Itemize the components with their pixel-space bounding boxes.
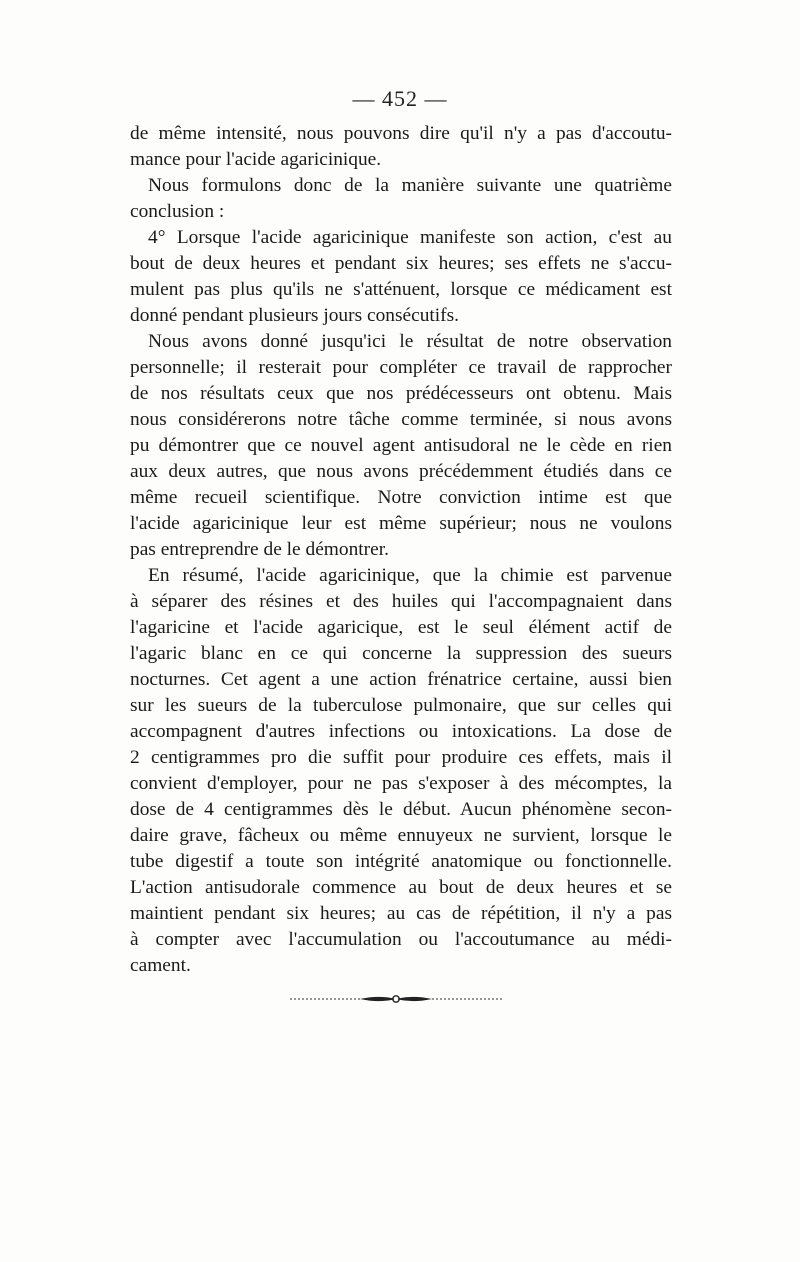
text-line: Nous formulons donc de la manière suivante une quatrième bbox=[148, 175, 672, 196]
page-number: — 452 — bbox=[352, 86, 448, 111]
text-line: l'acide agaricinique leur est même supérieur; nous ne voulons bbox=[130, 513, 672, 534]
text-line: Nous avons donné jusqu'ici le résultat de notre observation bbox=[148, 331, 672, 352]
text-line: donné pendant plusieurs jours consécutifs. bbox=[130, 305, 460, 326]
body-text bbox=[130, 121, 672, 979]
text-line: l'agaric blanc en ce qui concerne la suppression des sueurs bbox=[130, 643, 672, 664]
text-line: accompagnent d'autres infections ou intoxications. La dose de bbox=[130, 721, 672, 742]
text-line: convient d'employer, pour ne pas s'exposer à des mécomptes, la bbox=[130, 773, 672, 794]
text-line: conclusion : bbox=[130, 201, 225, 222]
text-line: mulent pas plus qu'ils ne s'atténuent, lorsque ce médicament est bbox=[130, 279, 672, 300]
text-line: L'action antisudorale commence au bout de deux heures et se bbox=[130, 877, 672, 898]
text-line: à séparer des résines et des huiles qui l'accompagnaient dans bbox=[130, 591, 672, 612]
text-line: maintient pendant six heures; au cas de répétition, il n'y a pas bbox=[130, 903, 672, 924]
text-line: cament. bbox=[130, 955, 191, 976]
end-ornament-icon bbox=[290, 993, 502, 1005]
text-line: daire grave, fâcheux ou même ennuyeux ne survient, lorsque le bbox=[130, 825, 672, 846]
text-line: dose de 4 centigrammes dès le début. Aucun phénomène secon- bbox=[130, 799, 672, 820]
text-line: l'agaricine et l'acide agaricique, est le seul élément actif de bbox=[130, 617, 672, 638]
text-line: de même intensité, nous pouvons dire qu'il n'y a pas d'accoutu- bbox=[130, 123, 672, 144]
text-line: bout de deux heures et pendant six heures; ses effets ne s'accu- bbox=[130, 253, 672, 274]
text-line: tube digestif a toute son intégrité anatomique ou fonctionnelle. bbox=[130, 851, 672, 872]
text-line: 4° Lorsque l'acide agaricinique manifeste son action, c'est au bbox=[148, 227, 672, 248]
text-line: à compter avec l'accumulation ou l'accoutumance au médi- bbox=[130, 929, 672, 950]
text-line: aux deux autres, que nous avons précédemment étudiés dans ce bbox=[130, 461, 672, 482]
text-line: En résumé, l'acide agaricinique, que la chimie est parvenue bbox=[148, 565, 672, 586]
text-line: sur les sueurs de la tuberculose pulmonaire, que sur celles qui bbox=[130, 695, 672, 716]
text-line: de nos résultats ceux que nos prédécesseurs ont obtenu. Mais bbox=[130, 383, 672, 404]
text-line: 2 centigrammes pro die suffit pour produire ces effets, mais il bbox=[130, 747, 672, 768]
text-line: nocturnes. Cet agent a une action frénatrice certaine, aussi bien bbox=[130, 669, 672, 690]
text-line: pu démontrer que ce nouvel agent antisudoral ne le cède en rien bbox=[130, 435, 672, 456]
text-line: pas entreprendre de le démontrer. bbox=[130, 539, 389, 560]
text-line: même recueil scientifique. Notre conviction intime est que bbox=[130, 487, 672, 508]
text-line: nous considérerons notre tâche comme terminée, si nous avons bbox=[130, 409, 672, 430]
text-line: personnelle; il resterait pour compléter ce travail de rapprocher bbox=[130, 357, 672, 378]
text-line: mance pour l'acide agaricinique. bbox=[130, 149, 382, 170]
